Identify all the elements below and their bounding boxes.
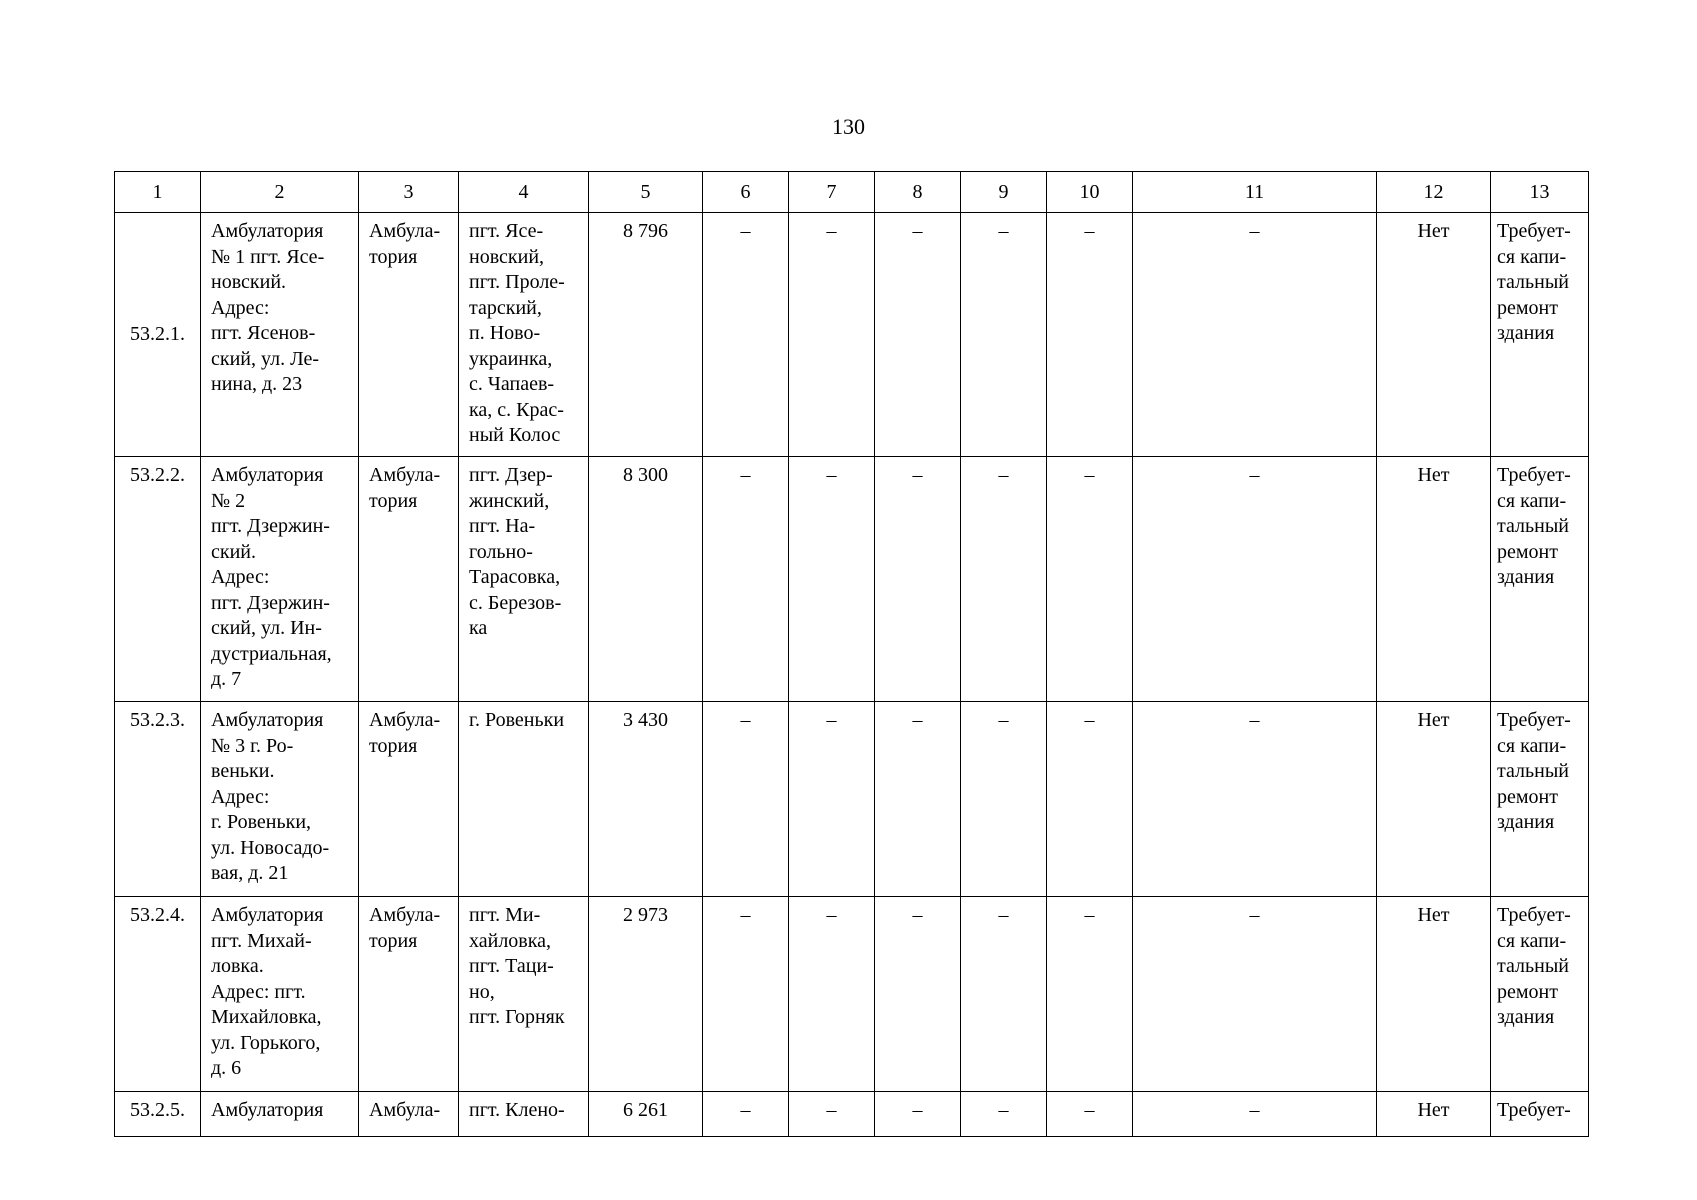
cell-col6: –: [703, 457, 789, 702]
facility-name: Амбулатория № 2 пгт. Дзержин- ский. Адрес: пгт. Дзержин- ский, ул. Ин- дустриальная, д. 7: [201, 457, 359, 702]
cell-col12: Нет: [1377, 702, 1491, 897]
column-header: 11: [1133, 172, 1377, 213]
note: Требует-: [1491, 1092, 1589, 1137]
cell-col10: –: [1047, 702, 1133, 897]
facility-type: Амбула- тория: [359, 897, 459, 1092]
cell-col8: –: [875, 897, 961, 1092]
service-area: пгт. Клено-: [459, 1092, 589, 1137]
cell-col9: –: [961, 213, 1047, 457]
cell-col12: Нет: [1377, 1092, 1491, 1137]
table-row: [115, 457, 1589, 702]
note: Требует- ся капи- тальный ремонт здания: [1491, 702, 1589, 897]
facility-type: Амбула- тория: [359, 702, 459, 897]
service-area: г. Ровеньки: [459, 702, 589, 897]
row-number: 53.2.1.: [115, 213, 201, 457]
note: Требует- ся капи- тальный ремонт здания: [1491, 457, 1589, 702]
column-header: 6: [703, 172, 789, 213]
note: Требует- ся капи- тальный ремонт здания: [1491, 213, 1589, 457]
row-number: 53.2.5.: [115, 1092, 201, 1137]
cell-col11: –: [1133, 457, 1377, 702]
facility-name: Амбулатория: [201, 1092, 359, 1137]
cell-col12: Нет: [1377, 213, 1491, 457]
column-header: 12: [1377, 172, 1491, 213]
cell-col11: –: [1133, 897, 1377, 1092]
cell-col6: –: [703, 897, 789, 1092]
cell-col12: Нет: [1377, 897, 1491, 1092]
table-row: [115, 213, 1589, 457]
column-header: 5: [589, 172, 703, 213]
service-area: пгт. Ми- хайловка, пгт. Таци- но, пгт. Горняк: [459, 897, 589, 1092]
table-row: [115, 1092, 1589, 1137]
row-number: 53.2.4.: [115, 897, 201, 1092]
cell-col7: –: [789, 702, 875, 897]
cell-col7: –: [789, 897, 875, 1092]
population: 8 796: [589, 213, 703, 457]
cell-col8: –: [875, 1092, 961, 1137]
cell-col7: –: [789, 1092, 875, 1137]
header-row: [115, 172, 1589, 213]
facility-type: Амбула- тория: [359, 213, 459, 457]
facility-type: Амбула-: [359, 1092, 459, 1137]
cell-col6: –: [703, 213, 789, 457]
column-header: 4: [459, 172, 589, 213]
cell-col9: –: [961, 457, 1047, 702]
facilities-table: [114, 171, 1589, 1137]
cell-col8: –: [875, 702, 961, 897]
column-header: 2: [201, 172, 359, 213]
column-header: 7: [789, 172, 875, 213]
cell-col7: –: [789, 213, 875, 457]
page-number: 130: [832, 114, 865, 139]
facility-name: Амбулатория № 1 пгт. Ясе- новский. Адрес: пгт. Ясенов- ский, ул. Ле- нина, д. 23: [201, 213, 359, 457]
column-header: 9: [961, 172, 1047, 213]
column-header: 1: [115, 172, 201, 213]
cell-col6: –: [703, 702, 789, 897]
cell-col9: –: [961, 1092, 1047, 1137]
cell-col10: –: [1047, 897, 1133, 1092]
facility-name: Амбулатория пгт. Михай- ловка. Адрес: пгт. Михайловка, ул. Горького, д. 6: [201, 897, 359, 1092]
row-number: 53.2.3.: [115, 702, 201, 897]
cell-col9: –: [961, 897, 1047, 1092]
population: 2 973: [589, 897, 703, 1092]
note: Требует- ся капи- тальный ремонт здания: [1491, 897, 1589, 1092]
column-header: 8: [875, 172, 961, 213]
cell-col11: –: [1133, 213, 1377, 457]
cell-col10: –: [1047, 457, 1133, 702]
cell-col9: –: [961, 702, 1047, 897]
column-header: 10: [1047, 172, 1133, 213]
row-number: 53.2.2.: [115, 457, 201, 702]
cell-col10: –: [1047, 213, 1133, 457]
cell-col8: –: [875, 213, 961, 457]
cell-col8: –: [875, 457, 961, 702]
facility-name: Амбулатория № 3 г. Ро- веньки. Адрес: г. Ровеньки, ул. Новосадо- вая, д. 21: [201, 702, 359, 897]
cell-col12: Нет: [1377, 457, 1491, 702]
service-area: пгт. Ясе- новский, пгт. Проле- тарский, п. Ново- украинка, с. Чапаев- ка, с. Крас- ный Колос: [459, 213, 589, 457]
cell-col6: –: [703, 1092, 789, 1137]
table-row: [115, 702, 1589, 897]
population: 8 300: [589, 457, 703, 702]
facility-type: Амбула- тория: [359, 457, 459, 702]
table-row: [115, 897, 1589, 1092]
cell-col10: –: [1047, 1092, 1133, 1137]
cell-col7: –: [789, 457, 875, 702]
population: 3 430: [589, 702, 703, 897]
column-header: 13: [1491, 172, 1589, 213]
population: 6 261: [589, 1092, 703, 1137]
service-area: пгт. Дзер- жинский, пгт. На- гольно- Тарасовка, с. Березов- ка: [459, 457, 589, 702]
cell-col11: –: [1133, 702, 1377, 897]
cell-col11: –: [1133, 1092, 1377, 1137]
column-header: 3: [359, 172, 459, 213]
